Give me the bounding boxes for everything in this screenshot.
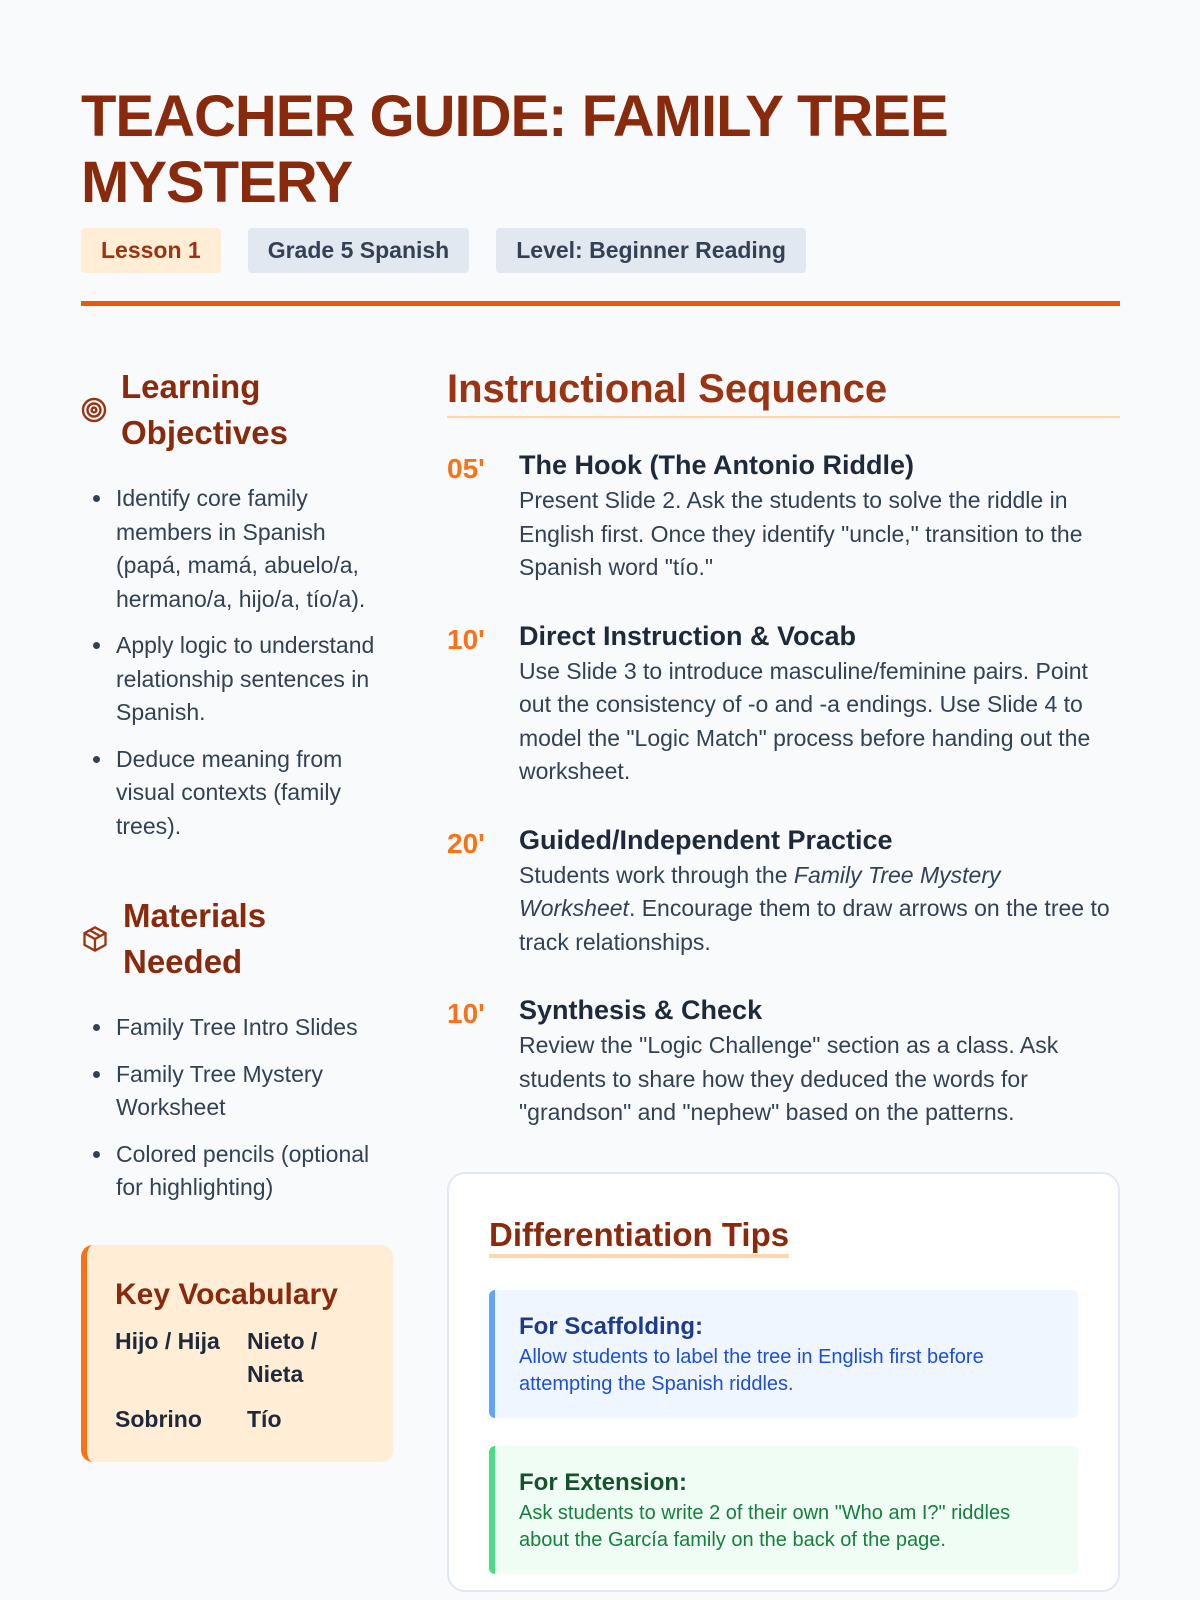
step-text-part: Students work through the bbox=[519, 861, 794, 888]
key-vocabulary-box bbox=[81, 1245, 393, 1462]
step-text-part: . Encourage them to draw arrows on the tree to track relationships. bbox=[519, 895, 1110, 955]
tip-text: Ask students to write 2 of their own "Who am I?" riddles about the García family on the back of the page. bbox=[519, 1501, 1011, 1551]
vocab-word: Tío bbox=[247, 1405, 282, 1432]
tip-title: For Extension: bbox=[519, 1468, 688, 1496]
vocab-word: Sobrino bbox=[115, 1405, 202, 1432]
list-item: • Family Tree Intro Slides bbox=[114, 1011, 393, 1045]
step-text: Use Slide 3 to introduce masculine/feminine pairs. Point out the consistency of -o and -a endings. Use Slide 4 to model the "Logic Match" process before handing out the worksheet. bbox=[519, 657, 1091, 784]
level-badge: Level: Beginner Reading bbox=[496, 228, 806, 273]
box-icon bbox=[81, 925, 109, 953]
badge-row bbox=[81, 228, 1120, 273]
step-minutes: 05' bbox=[447, 453, 485, 484]
differentiation-tips-card bbox=[447, 1172, 1120, 1592]
step-title: Direct Instruction & Vocab bbox=[519, 620, 857, 651]
extension-tip bbox=[489, 1446, 1078, 1574]
sequence-heading: Instructional Sequence bbox=[447, 364, 1120, 418]
step-minutes: 10' bbox=[447, 623, 485, 655]
sequence-step bbox=[447, 448, 1120, 585]
step-text: Present Slide 2. Ask the students to solve the riddle in English first. Once they identify "uncle," transition to the Spanish word "tío." bbox=[519, 487, 1083, 580]
list-item: • Apply logic to understand relationship sentences in Spanish. bbox=[114, 629, 393, 730]
tip-title: For Scaffolding: bbox=[519, 1312, 703, 1340]
objectives-heading-text: Learning Objectives bbox=[121, 368, 288, 451]
step-minutes: 10' bbox=[447, 998, 485, 1029]
grade-badge: Grade 5 Spanish bbox=[248, 228, 470, 273]
vocab-heading: Key Vocabulary bbox=[115, 1277, 338, 1311]
vocab-word: Nieto / Nieta bbox=[247, 1327, 318, 1387]
vocab-word: Hijo / Hija bbox=[115, 1327, 220, 1354]
sidebar bbox=[81, 364, 393, 1592]
materials-heading bbox=[81, 893, 393, 985]
step-title: The Hook (The Antonio Riddle) bbox=[519, 450, 914, 480]
sequence-step bbox=[447, 619, 1120, 789]
list-item: • Family Tree Mystery Worksheet bbox=[114, 1058, 393, 1125]
sequence-step bbox=[447, 823, 1120, 960]
objectives-heading bbox=[81, 364, 393, 456]
header-divider bbox=[81, 301, 1120, 306]
list-item: • Deduce meaning from visual contexts (family trees). bbox=[114, 743, 393, 844]
objectives-list bbox=[114, 482, 393, 843]
tips-heading: Differentiation Tips bbox=[489, 1216, 789, 1258]
scaffolding-tip bbox=[489, 1290, 1078, 1418]
step-title: Guided/Independent Practice bbox=[519, 824, 893, 855]
target-icon bbox=[81, 397, 107, 423]
list-item: • Identify core family members in Spanish (papá, mamá, abuelo/a, hermano/a, hijo/a, tío/a). bbox=[114, 482, 393, 616]
worksheet-title: Family Tree Mystery Worksheet bbox=[519, 861, 1001, 921]
step-text: Review the "Logic Challenge" section as a class. Ask students to share how they deduced the words for "grandson" and "nephew" based on the patterns. bbox=[519, 1032, 1059, 1125]
step-text bbox=[519, 859, 1120, 960]
materials-heading-text: Materials Needed bbox=[123, 897, 267, 980]
step-minutes: 20' bbox=[447, 827, 485, 859]
lesson-badge: Lesson 1 bbox=[81, 228, 221, 273]
step-title: Synthesis & Check bbox=[519, 995, 763, 1025]
materials-list bbox=[114, 1011, 393, 1205]
main-content bbox=[447, 364, 1120, 1592]
list-item: • Colored pencils (optional for highlighting) bbox=[114, 1138, 393, 1205]
sequence-step bbox=[447, 993, 1120, 1130]
page-title: TEACHER GUIDE: FAMILY TREE MYSTERY bbox=[81, 84, 948, 215]
tip-text: Allow students to label the tree in English first before attempting the Spanish riddles. bbox=[519, 1345, 984, 1395]
